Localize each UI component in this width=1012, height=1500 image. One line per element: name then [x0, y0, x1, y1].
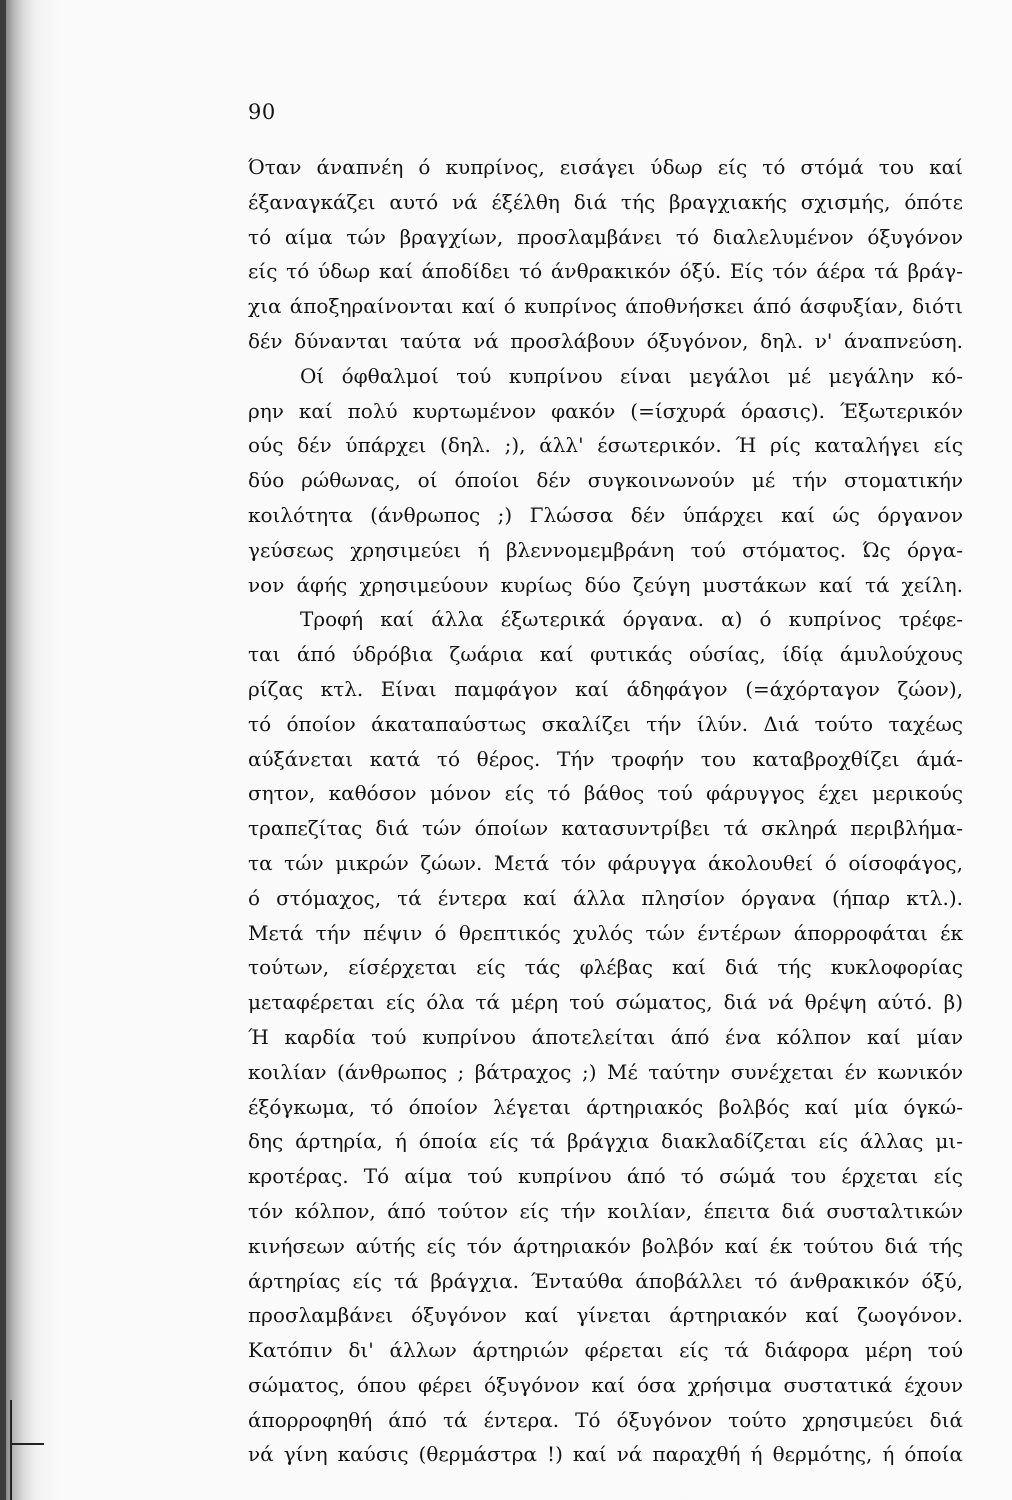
text-line: είς τό ύδωρ καί άποδίδει τό άνθρακικόν όξύ. Είς τόν άέρα τά βράγ-: [248, 259, 963, 284]
text-line: νά γίνη καύσις (θερμάστρα !) καί νά παραχθή ή θερμότης, ή όποία: [248, 1442, 963, 1467]
text-line: Οί όφθαλμοί τού κυπρίνου είναι μεγάλοι μέ μεγάλην κό-: [300, 363, 963, 388]
text-line: ρίζας κτλ. Είναι παμφάγον καί άδηφάγον (=άχόρταγον ζώον),: [248, 676, 963, 701]
text-line: τα τών μικρών ζώων. Μετά τόν φάρυγγα άκολουθεί ό οίσοφάγος,: [248, 850, 963, 875]
text-line: αύξάνεται κατά τό θέρος. Τήν τροφήν του καταβροχθίζει άμά-: [248, 746, 963, 771]
text-line: έξόγκωμα, τό όποίον λέγεται άρτηριακός βολβός καί μία όγκώ-: [248, 1094, 963, 1119]
text-line: σητον, καθόσον μόνον είς τό βάθος τού φάρυγγος έχει μερικούς: [248, 781, 963, 806]
text-line: μεταφέρεται είς όλα τά μέρη τού σώματος, διά νά θρέψη αύτό. β): [248, 990, 963, 1015]
text-line: χια άποξηραίνονται καί ό κυπρίνος άποθνήσκει άπό άσφυξίαν, διότι: [248, 294, 963, 319]
text-line: ό στόμαχος, τά έντερα καί άλλα πλησίον όργανα (ήπαρ κτλ.).: [248, 885, 963, 910]
text-line: κινήσεων αύτής είς τόν άρτηριακόν βολβόν καί έκ τούτου διά τής: [248, 1233, 963, 1258]
text-line: γεύσεως χρησιμεύει ή βλεννομεμβράνη τού στόματος. Ώς όργα-: [248, 537, 963, 562]
text-line: τραπεζίτας διά τών όποίων κατασυντρίβει τά σκληρά περιβλήμα-: [248, 816, 963, 841]
text-line: άρτηρίας είς τά βράγχια. Ένταύθα άποβάλλει τό άνθρακικόν όξύ,: [248, 1268, 963, 1293]
text-line: δέν δύνανται ταύτα νά προσλάβουν όξυγόνον, δηλ. ν' άναπνεύση.: [248, 328, 963, 353]
text-line: Τροφή καί άλλα έξωτερικά όργανα. α) ό κυπρίνος τρέφε-: [300, 607, 963, 632]
margin-rule: [10, 1400, 12, 1500]
text-line: τό όποίον άκαταπαύστως σκαλίζει τήν ίλύν. Διά τούτο ταχέως: [248, 711, 963, 736]
text-line: ούς δέν ύπάρχει (δηλ. ;), άλλ' έσωτερικόν. Ή ρίς καταλήγει είς: [248, 433, 963, 458]
text-line: Ή καρδία τού κυπρίνου άποτελείται άπό ένα κόλπον καί μίαν: [248, 1024, 963, 1049]
text-line: τούτων, είσέρχεται είς τάς φλέβας καί διά τής κυκλοφορίας: [248, 955, 963, 980]
text-line: έξαναγκάζει αυτό νά έξέλθη διά τής βραγχιακής σχισμής, όπότε: [248, 189, 963, 214]
text-line: Κατόπιν δι' άλλων άρτηριών φέρεται είς τά διάφορα μέρη τού: [248, 1338, 963, 1363]
text-line: δύο ρώθωνας, οί όποίοι δέν συγκοινωνούν μέ τήν στοματικήν: [248, 468, 963, 493]
margin-tick: [10, 1443, 44, 1445]
text-line: ρην καί πολύ κυρτωμένον φακόν (=ίσχυρά όρασις). Έξωτερικόν: [248, 398, 963, 423]
text-line: άπορροφηθή άπό τά έντερα. Τό όξυγόνον τούτο χρησιμεύει διά: [248, 1407, 963, 1432]
text-line: κοιλότητα (άνθρωπος ;) Γλώσσα δέν ύπάρχει καί ώς όργανον: [248, 502, 963, 527]
text-line: ται άπό ύδρόβια ζωάρια καί φυτικάς ούσίας, ίδίᾳ άμυλούχους: [248, 642, 963, 667]
text-line: σώματος, όπου φέρει όξυγόνον καί όσα χρήσιμα συστατικά έχουν: [248, 1372, 963, 1397]
page-number: 90: [248, 100, 276, 124]
text-line: δης άρτηρία, ή όποία είς τά βράγχια διακλαδίζεται είς άλλας μι-: [248, 1129, 963, 1154]
text-line: Μετά τήν πέψιν ό θρεπτικός χυλός τών έντέρων άπορροφάται έκ: [248, 920, 963, 945]
text-line: Όταν άναπνέη ό κυπρίνος, εισάγει ύδωρ είς τό στόμά του καί: [248, 155, 963, 179]
text-line: κροτέρας. Τό αίμα τού κυπρίνου άπό τό σώμά του έρχεται είς: [248, 1164, 963, 1189]
text-line: τό αίμα τών βραγχίων, προσλαμβάνει τό διαλελυμένον όξυγόνον: [248, 224, 963, 249]
body-text: [248, 150, 963, 1472]
text-line: κοιλίαν (άνθρωπος ; βάτραχος ;) Μέ ταύτην συνέχεται έν κωνικόν: [248, 1059, 963, 1084]
book-binding-edge: [0, 0, 6, 1500]
text-line: νον άφής χρησιμεύουν κυρίως δύο ζεύγη μυστάκων καί τά χείλη.: [248, 572, 963, 597]
text-line: προσλαμβάνει όξυγόνον καί γίνεται άρτηριακόν καί ζωογόνον.: [248, 1303, 963, 1328]
text-line: τόν κόλπον, άπό τούτον είς τήν κοιλίαν, έπειτα διά συσταλτικών: [248, 1198, 963, 1223]
